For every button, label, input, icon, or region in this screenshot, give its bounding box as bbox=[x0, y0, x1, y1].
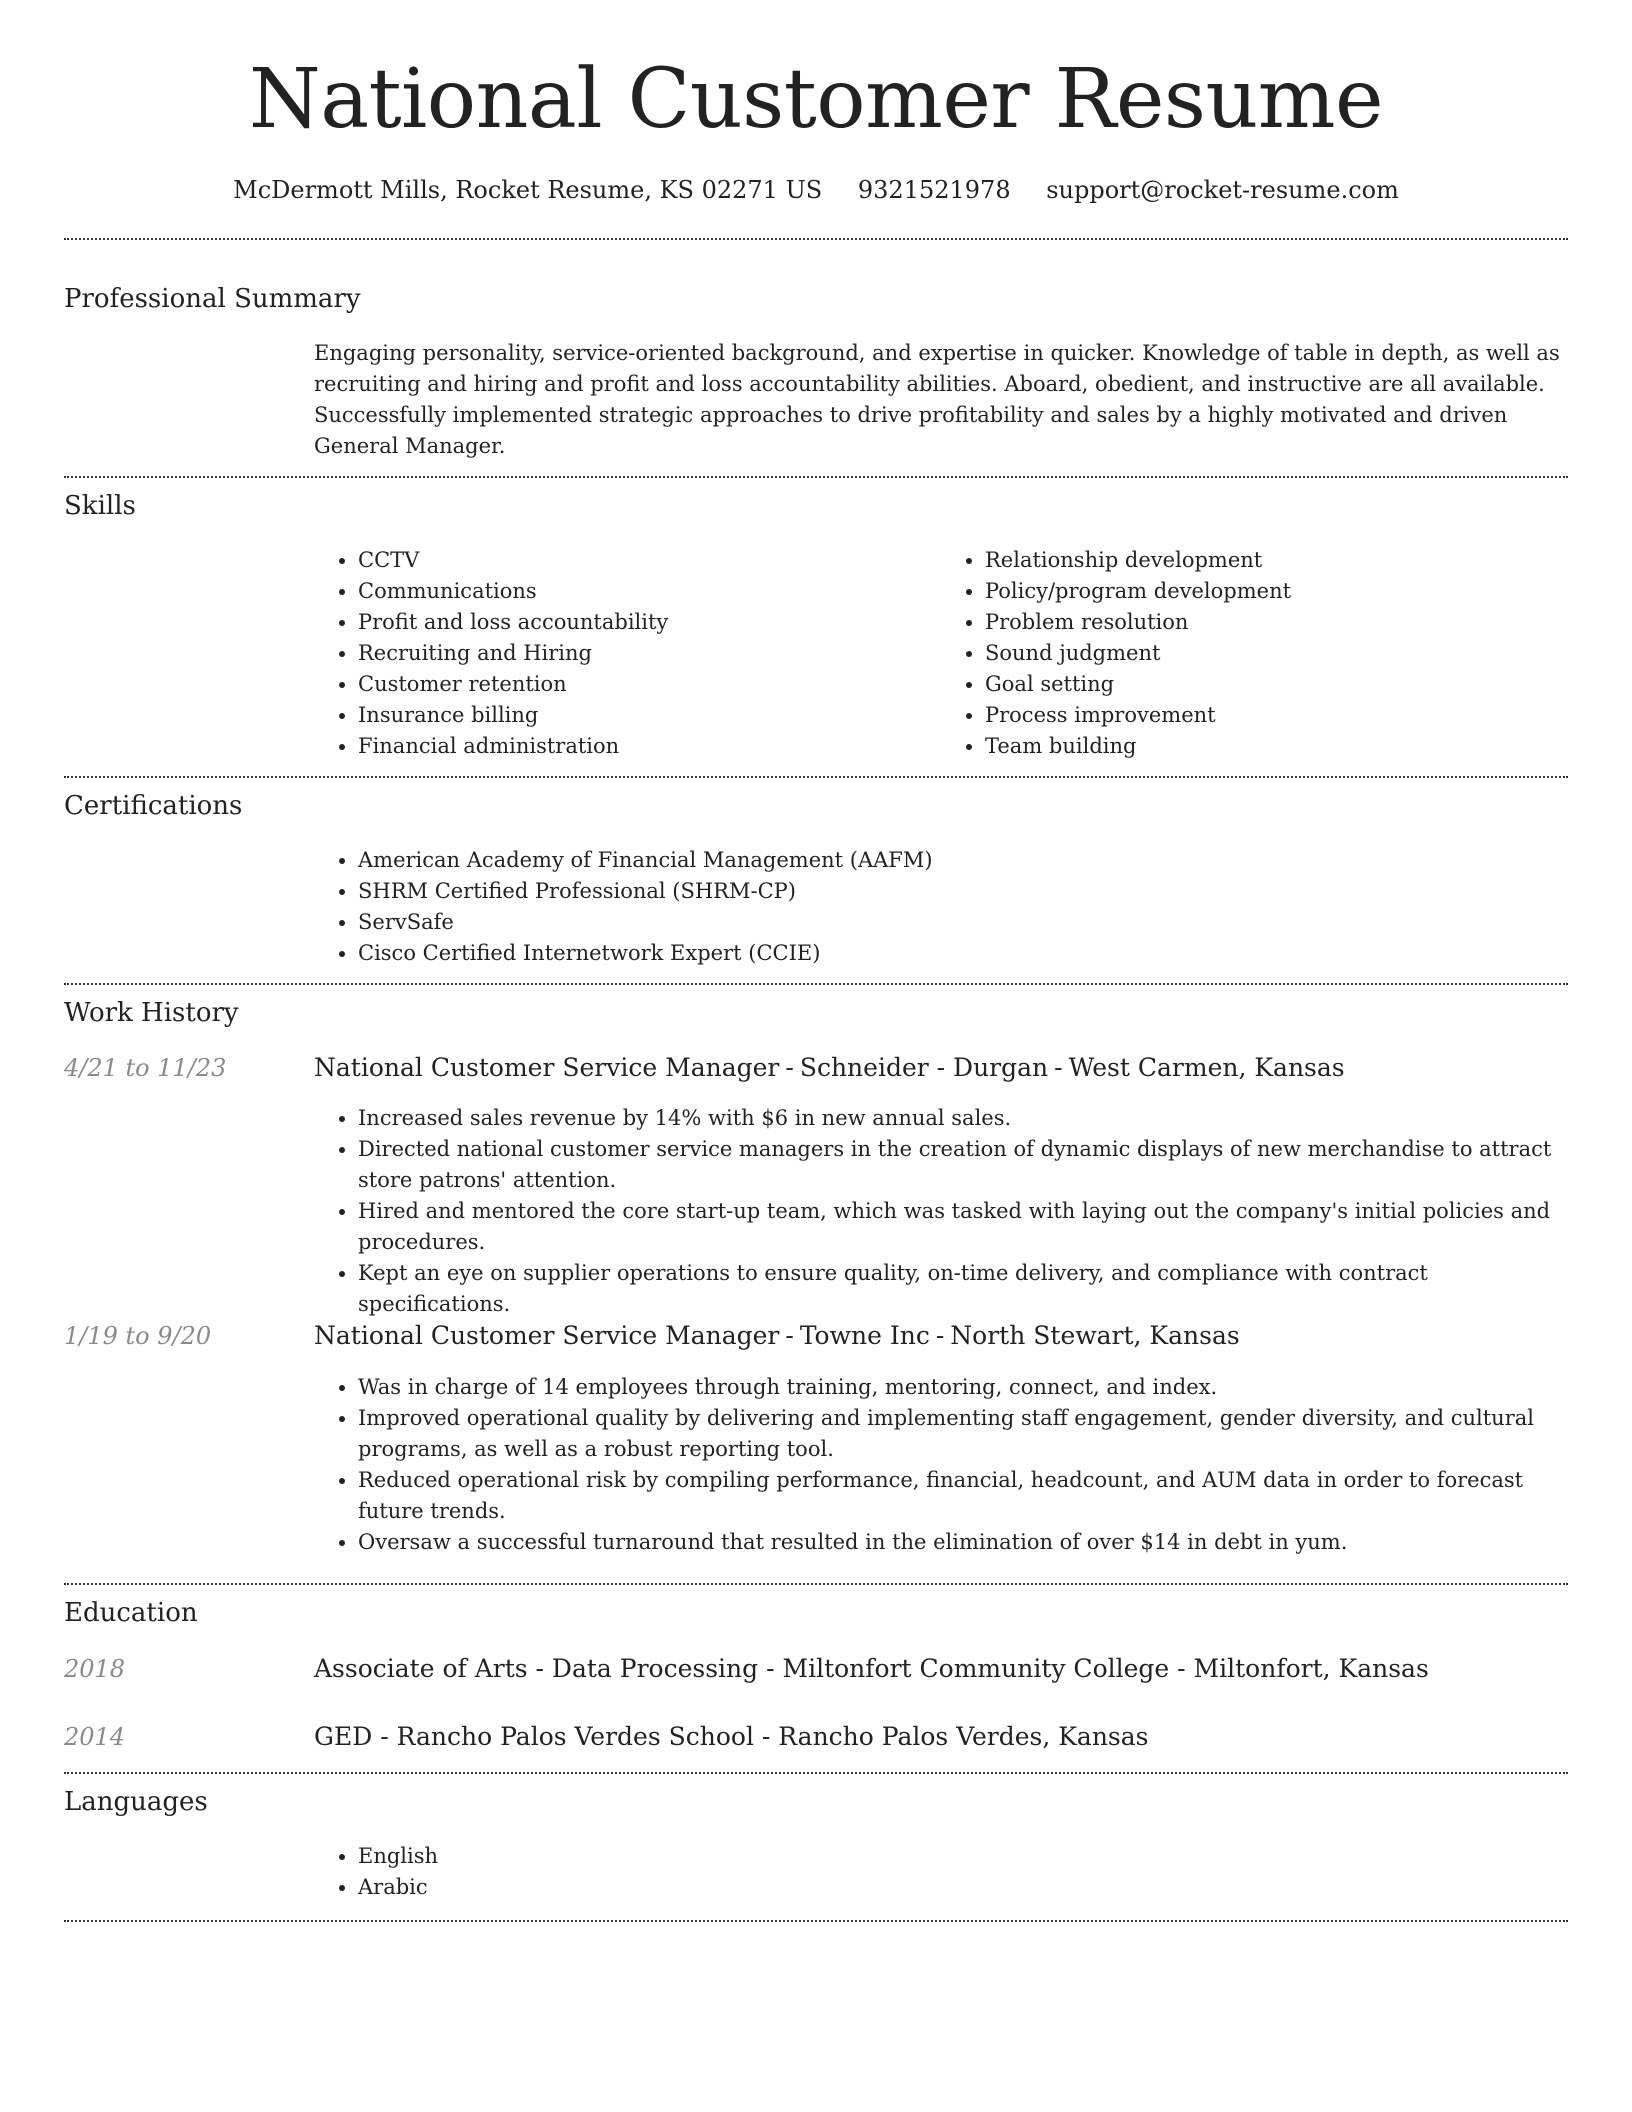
skill-item: • Team building bbox=[985, 731, 1568, 762]
education-heading: Education bbox=[64, 1598, 198, 1628]
contact-email: support@rocket-resume.com bbox=[1046, 176, 1399, 204]
skill-item: • Customer retention bbox=[358, 669, 941, 700]
education-year: 2014 bbox=[64, 1723, 126, 1751]
skills-list bbox=[314, 545, 1568, 762]
skill-item: • Policy/program development bbox=[985, 576, 1568, 607]
languages-list bbox=[314, 1841, 1568, 1903]
work-history-heading: Work History bbox=[64, 998, 239, 1028]
skill-item: • Recruiting and Hiring bbox=[358, 638, 941, 669]
job-location: West Carmen, Kansas bbox=[1068, 1053, 1345, 1082]
education-year: 2018 bbox=[64, 1655, 126, 1683]
skill-item: • Financial administration bbox=[358, 731, 941, 762]
certification-item: • American Academy of Financial Management (AAFM) bbox=[358, 845, 1568, 876]
education-entry: Associate of Arts - Data Processing - Miltonfort Community College - Miltonfort, Kansas bbox=[314, 1654, 1429, 1683]
job-title-line: National Customer Service Manager - Towne Inc - North Stewart, Kansas bbox=[314, 1321, 1240, 1350]
job-bullet: • Oversaw a successful turnaround that resulted in the elimination of over $14 in debt in yum. bbox=[358, 1527, 1568, 1558]
skill-item: • Relationship development bbox=[985, 545, 1568, 576]
contact-phone: 9321521978 bbox=[857, 176, 1011, 204]
job-bullet: • Hired and mentored the core start-up team, which was tasked with laying out the company's initial policies and procedures. bbox=[358, 1196, 1568, 1258]
skill-item: • Sound judgment bbox=[985, 638, 1568, 669]
skill-item: • Insurance billing bbox=[358, 700, 941, 731]
summary-heading: Professional Summary bbox=[64, 284, 361, 314]
section-divider bbox=[64, 1583, 1568, 1585]
resume-name: National Customer Resume bbox=[248, 52, 1384, 147]
skill-item: • Goal setting bbox=[985, 669, 1568, 700]
section-divider bbox=[64, 983, 1568, 985]
job-title-line: National Customer Service Manager - Schneider - Durgan - West Carmen, Kansas bbox=[314, 1053, 1345, 1082]
skill-item: • CCTV bbox=[358, 545, 941, 576]
certifications-heading: Certifications bbox=[64, 791, 243, 821]
contact-address: McDermott Mills, Rocket Resume, KS 02271 US bbox=[233, 176, 823, 204]
job-dates: 1/19 to 9/20 bbox=[64, 1322, 212, 1350]
contact-line bbox=[0, 170, 1632, 210]
certification-item: • SHRM Certified Professional (SHRM-CP) bbox=[358, 876, 1568, 907]
section-divider bbox=[64, 476, 1568, 478]
skill-item: • Communications bbox=[358, 576, 941, 607]
job-company: Towne Inc bbox=[799, 1321, 930, 1350]
summary-body bbox=[314, 338, 1568, 462]
job-dates: 4/21 to 11/23 bbox=[64, 1054, 227, 1082]
language-item: • Arabic bbox=[358, 1872, 1568, 1903]
job-bullets bbox=[314, 1372, 1568, 1558]
job-bullets bbox=[314, 1103, 1568, 1320]
skill-item: • Profit and loss accountability bbox=[358, 607, 941, 638]
skills-left-column bbox=[314, 545, 941, 762]
certifications-list bbox=[314, 845, 1568, 969]
skills-heading: Skills bbox=[64, 491, 136, 521]
job-bullet: • Increased sales revenue by 14% with $6 in new annual sales. bbox=[358, 1103, 1568, 1134]
education-entry: GED - Rancho Palos Verdes School - Rancho Palos Verdes, Kansas bbox=[314, 1722, 1149, 1751]
job-bullet: • Improved operational quality by delivering and implementing staff engagement, gender diversity, and cultural programs, as well as a robust reporting tool. bbox=[358, 1403, 1568, 1465]
language-item: • English bbox=[358, 1841, 1568, 1872]
skill-item: • Process improvement bbox=[985, 700, 1568, 731]
skill-item: • Problem resolution bbox=[985, 607, 1568, 638]
job-location: North Stewart, Kansas bbox=[950, 1321, 1240, 1350]
section-divider bbox=[64, 1772, 1568, 1774]
job-company: Schneider - Durgan bbox=[799, 1053, 1049, 1082]
section-divider bbox=[64, 238, 1568, 240]
job-bullet: • Reduced operational risk by compiling performance, financial, headcount, and AUM data in order to forecast future trends. bbox=[358, 1465, 1568, 1527]
job-bullet: • Directed national customer service managers in the creation of dynamic displays of new merchandise to attract store patrons' attention. bbox=[358, 1134, 1568, 1196]
section-divider bbox=[64, 1920, 1568, 1922]
languages-heading: Languages bbox=[64, 1787, 208, 1817]
certification-item: • ServSafe bbox=[358, 907, 1568, 938]
summary-text: Engaging personality, service-oriented background, and expertise in quicker. Knowledge of table in depth, as well as recruiting and hiring and profit and loss accountability abilities. Aboard, obedient, and instructive are all available. Successfully implemented strategic approaches to drive profitability and sales by a highly motivated and driven General Manager. bbox=[314, 341, 1560, 458]
skills-right-column bbox=[941, 545, 1568, 762]
job-role: National Customer Service Manager bbox=[314, 1053, 780, 1082]
section-divider bbox=[64, 776, 1568, 778]
job-bullet: • Was in charge of 14 employees through training, mentoring, connect, and index. bbox=[358, 1372, 1568, 1403]
certification-item: • Cisco Certified Internetwork Expert (CCIE) bbox=[358, 938, 1568, 969]
job-bullet: • Kept an eye on supplier operations to ensure quality, on-time delivery, and compliance with contract specifications. bbox=[358, 1258, 1568, 1320]
job-role: National Customer Service Manager bbox=[314, 1321, 780, 1350]
